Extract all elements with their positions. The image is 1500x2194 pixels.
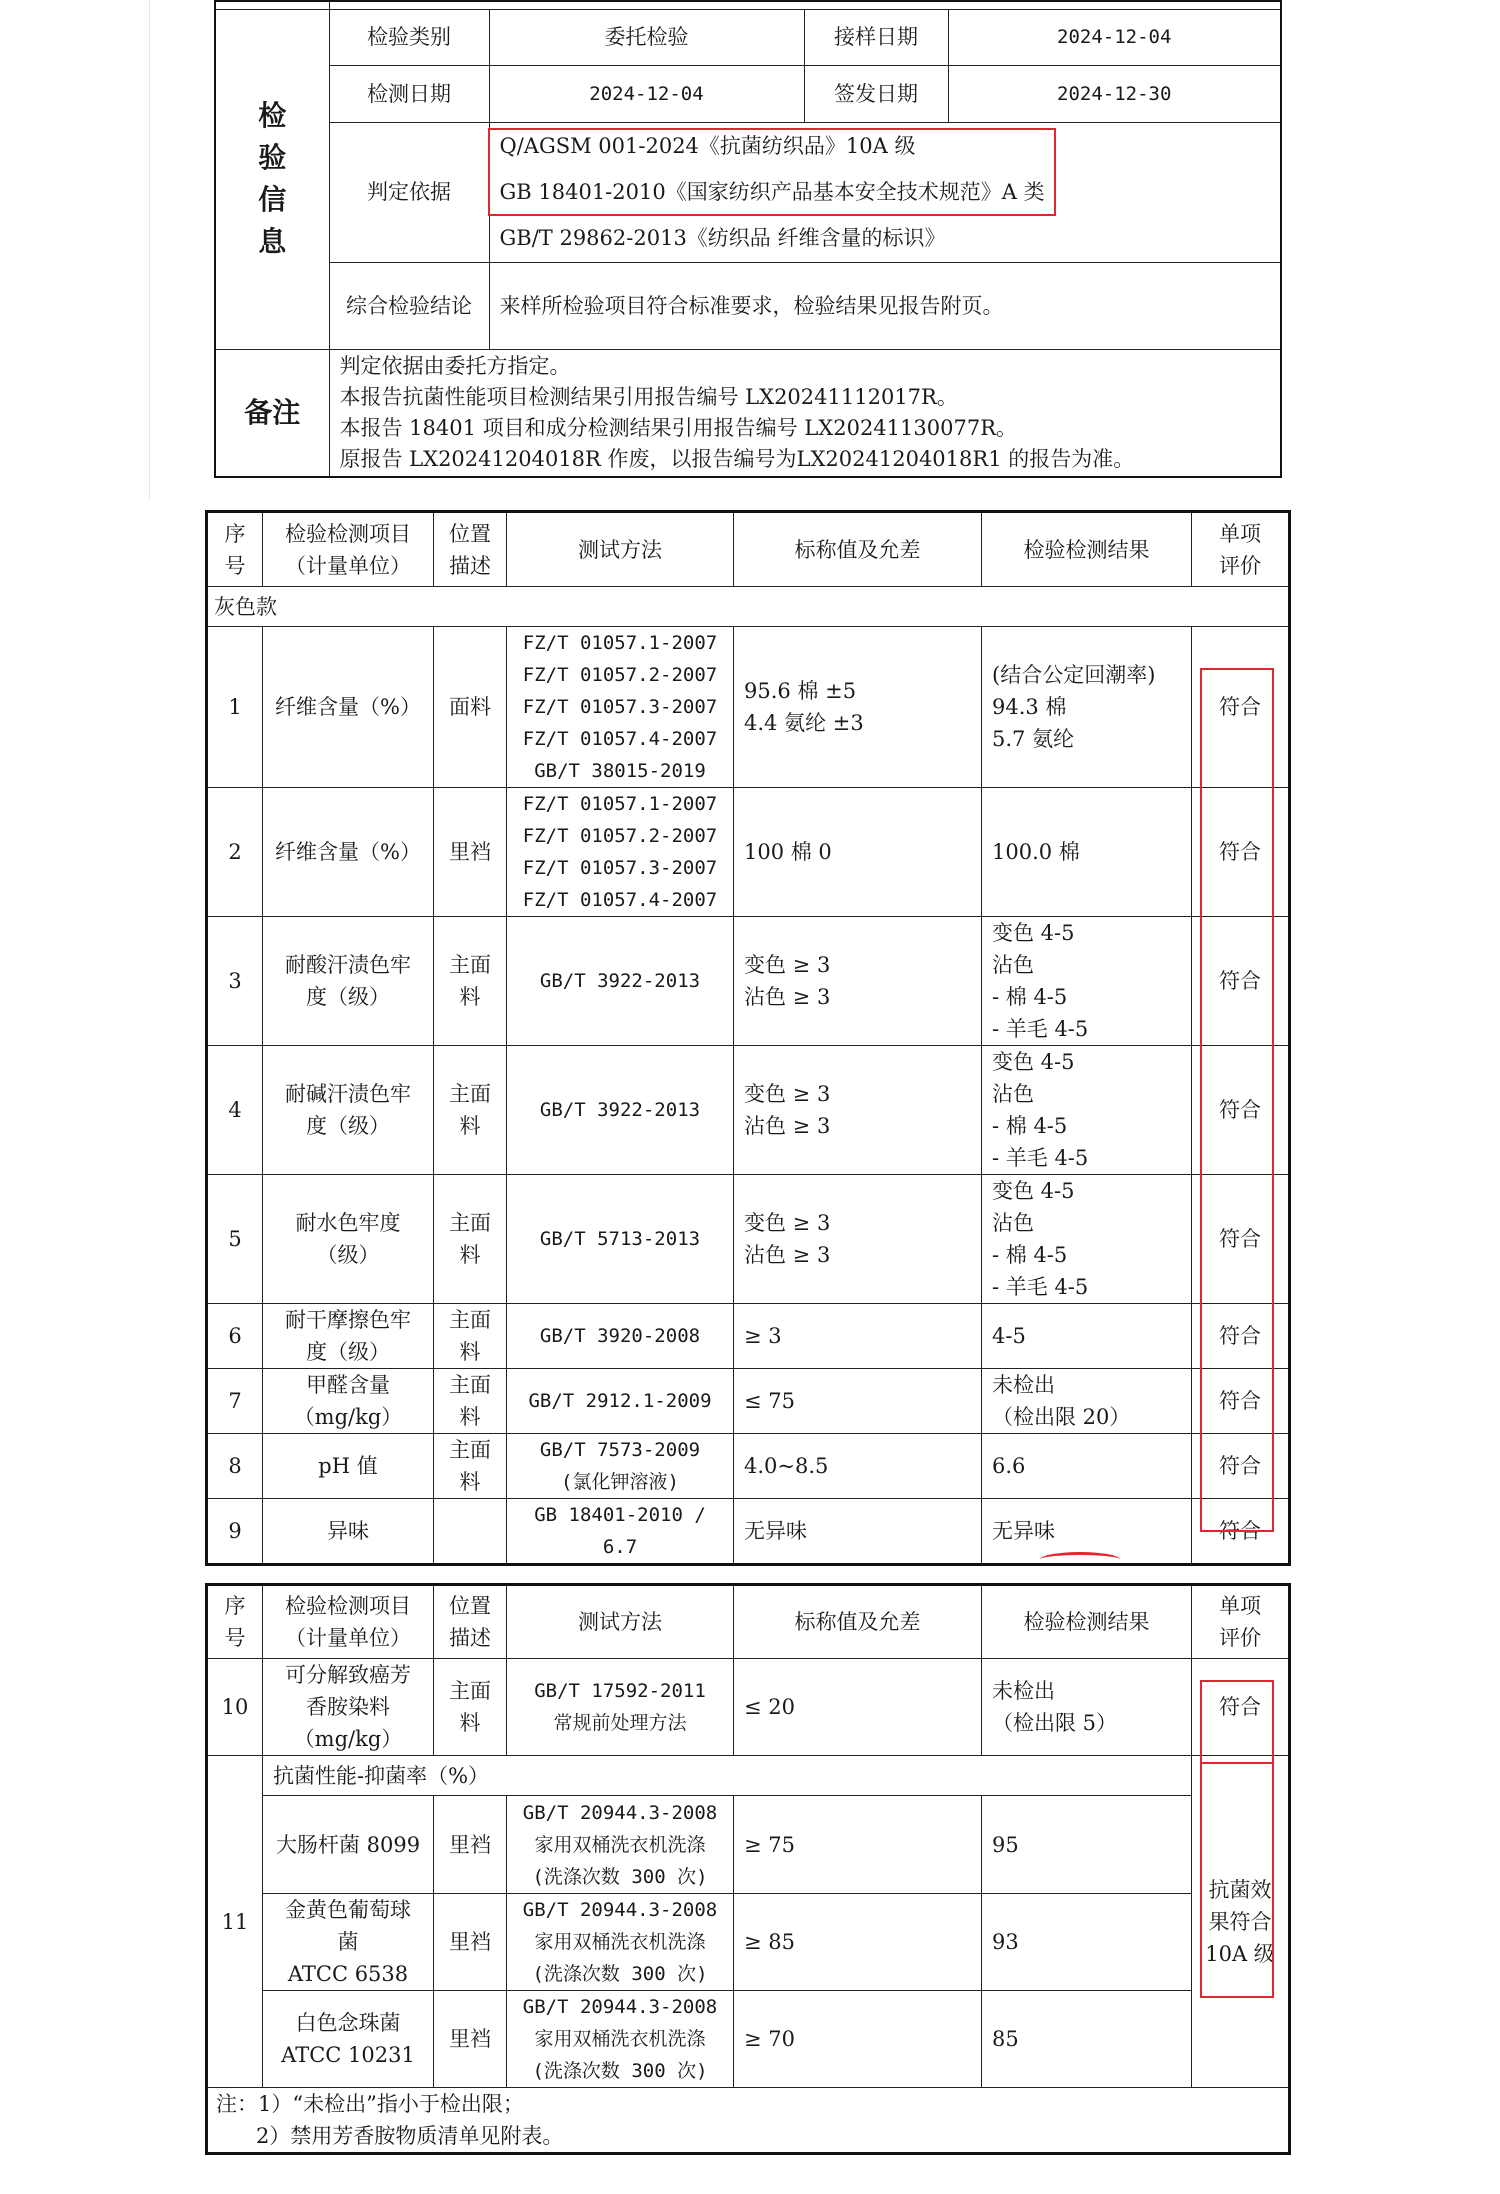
row-result: 93 [982, 1894, 1192, 1991]
row-seq: 5 [207, 1175, 263, 1304]
row-nominal: 100 棉 0 [734, 788, 982, 917]
row-result: 未检出 （检出限 5） [982, 1659, 1192, 1756]
group-row [207, 587, 1290, 627]
info-row-2 [215, 65, 1281, 122]
row-rating: 符合 [1192, 627, 1290, 788]
row-item: 金黄色葡萄球 菌 ATCC 6538 [263, 1894, 434, 1991]
row-rating: 符合 [1192, 788, 1290, 917]
row-item: 异味 [263, 1499, 434, 1565]
row-method: GB/T 3920-2008 [507, 1304, 734, 1369]
row-method: GB/T 2912.1-2009 [507, 1369, 734, 1434]
row-seq: 6 [207, 1304, 263, 1369]
row-item: 可分解致癌芳 香胺染料 （mg/kg） [263, 1659, 434, 1756]
row-method: GB/T 20944.3-2008 家用双桶洗衣机洗涤 (洗涤次数 300 次) [507, 1894, 734, 1991]
antibacterial-subrow [207, 1991, 1290, 2088]
row-result: 95 [982, 1796, 1192, 1894]
row-method: GB 18401-2010 / 6.7 [507, 1499, 734, 1565]
red-mark [1040, 1552, 1120, 1567]
row-position: 主面 料 [434, 917, 507, 1046]
row-result: 100.0 棉 [982, 788, 1192, 917]
antibacterial-rating: 抗菌效 果符合 10A 级 [1192, 1756, 1290, 2088]
header-result: 检验检测结果 [982, 1585, 1192, 1659]
row-seq: 9 [207, 1499, 263, 1565]
antibacterial-group-label: 抗菌性能-抑菌率（%） [263, 1756, 1192, 1796]
label-conclusion: 综合检验结论 [329, 262, 489, 349]
header-item: 检验检测项目 （计量单位） [263, 1585, 434, 1659]
row-item: 甲醛含量 （mg/kg） [263, 1369, 434, 1434]
header-method: 测试方法 [507, 512, 734, 587]
row-nominal: ≥ 85 [734, 1894, 982, 1991]
row-nominal: 无异味 [734, 1499, 982, 1565]
label-receipt-date: 接样日期 [804, 9, 948, 65]
row-method: GB/T 20944.3-2008 家用双桶洗衣机洗涤 (洗涤次数 300 次) [507, 1796, 734, 1894]
antibacterial-group-row [207, 1756, 1290, 1796]
header-position: 位置 描述 [434, 512, 507, 587]
row-method: GB/T 7573-2009 (氯化钾溶液) [507, 1434, 734, 1499]
row-position: 主面 料 [434, 1434, 507, 1499]
page-edge-line [149, 0, 150, 500]
row-result: 未检出 （检出限 20） [982, 1369, 1192, 1434]
conclusion-text: 来样所检验项目符合标准要求，检验结果见报告附页。 [489, 262, 1281, 349]
inspection-info-table [214, 0, 1282, 478]
row-item: 耐碱汗渍色牢 度（级） [263, 1046, 434, 1175]
row-item: 纤维含量（%） [263, 788, 434, 917]
row-seq: 11 [207, 1756, 263, 2088]
antibacterial-subrow [207, 1796, 1290, 1894]
row-nominal: 变色 ≥ 3 沾色 ≥ 3 [734, 1046, 982, 1175]
row-rating: 符合 [1192, 1659, 1290, 1756]
notes-row [207, 2088, 1290, 2154]
row-rating: 符合 [1192, 1046, 1290, 1175]
row-position: 面料 [434, 627, 507, 788]
row-nominal: ≥ 75 [734, 1796, 982, 1894]
header-result: 检验检测结果 [982, 512, 1192, 587]
row-nominal: ≤ 20 [734, 1659, 982, 1756]
basis-line: GB/T 29862-2013《纺织品 纤维含量的标识》 [499, 226, 946, 250]
table-header-row [207, 512, 1290, 587]
section-inspection-info: 检 验 信 息 [215, 9, 329, 349]
table-row [207, 1499, 1290, 1565]
info-row-1 [215, 9, 1281, 65]
row-seq: 2 [207, 788, 263, 917]
row-item: 白色念珠菌 ATCC 10231 [263, 1991, 434, 2088]
row-result: 变色 4-5 沾色 - 棉 4-5 - 羊毛 4-5 [982, 917, 1192, 1046]
row-seq: 10 [207, 1659, 263, 1756]
row-position: 里裆 [434, 1991, 507, 2088]
row-nominal: 变色 ≥ 3 沾色 ≥ 3 [734, 917, 982, 1046]
header-rating: 单项 评价 [1192, 1585, 1290, 1659]
row-method: GB/T 17592-2011 常规前处理方法 [507, 1659, 734, 1756]
row-method: GB/T 3922-2013 [507, 1046, 734, 1175]
section-remarks: 备注 [215, 349, 329, 477]
remark-line: 原报告 LX20241204018R 作废，以报告编号为LX20241204018R1 的报告为准。 [339, 446, 1135, 471]
row-position: 主面 料 [434, 1046, 507, 1175]
label-judgment-basis: 判定依据 [329, 122, 489, 262]
header-item: 检验检测项目 （计量单位） [263, 512, 434, 587]
header-method: 测试方法 [507, 1585, 734, 1659]
table-row [207, 1369, 1290, 1434]
value-issue-date: 2024-12-30 [948, 65, 1281, 122]
remarks-row [215, 349, 1281, 477]
row-item: 耐酸汗渍色牢 度（级） [263, 917, 434, 1046]
value-receipt-date: 2024-12-04 [948, 9, 1281, 65]
row-seq: 4 [207, 1046, 263, 1175]
label-test-date: 检测日期 [329, 65, 489, 122]
row-position: 里裆 [434, 1894, 507, 1991]
header-position: 位置 描述 [434, 1585, 507, 1659]
row-rating: 符合 [1192, 1434, 1290, 1499]
group-label: 灰色款 [207, 587, 1290, 627]
table-row-10 [207, 1659, 1290, 1756]
row-nominal: ≥ 3 [734, 1304, 982, 1369]
header-rating: 单项 评价 [1192, 512, 1290, 587]
table-row [207, 1046, 1290, 1175]
row-position: 主面 料 [434, 1175, 507, 1304]
row-result: 4-5 [982, 1304, 1192, 1369]
row-item: 大肠杆菌 8099 [263, 1796, 434, 1894]
row-position: 里裆 [434, 788, 507, 917]
row-method: GB/T 5713-2013 [507, 1175, 734, 1304]
row-method: FZ/T 01057.1-2007 FZ/T 01057.2-2007 FZ/T 01057.3-2007 FZ/T 01057.4-2007 [507, 788, 734, 917]
row-seq: 7 [207, 1369, 263, 1434]
header-nominal: 标称值及允差 [734, 1585, 982, 1659]
table-header-row [207, 1585, 1290, 1659]
header-seq: 序 号 [207, 512, 263, 587]
antibacterial-subrow [207, 1894, 1290, 1991]
table-row [207, 1434, 1290, 1499]
row-nominal: ≤ 75 [734, 1369, 982, 1434]
info-row-conclusion [215, 262, 1281, 349]
header-nominal: 标称值及允差 [734, 512, 982, 587]
row-result: 85 [982, 1991, 1192, 2088]
row-seq: 8 [207, 1434, 263, 1499]
row-nominal: ≥ 70 [734, 1991, 982, 2088]
row-position [434, 1499, 507, 1565]
value-inspection-type: 委托检验 [489, 9, 804, 65]
row-position: 里裆 [434, 1796, 507, 1894]
row-item: pH 值 [263, 1434, 434, 1499]
row-rating: 符合 [1192, 1499, 1290, 1565]
remark-line: 本报告抗菌性能项目检测结果引用报告编号 LX20241112017R。 [339, 384, 958, 409]
row-nominal: 95.6 棉 ±5 4.4 氨纶 ±3 [734, 627, 982, 788]
row-rating: 符合 [1192, 917, 1290, 1046]
note-line: 注：1）“未检出”指小于检出限； [216, 2092, 524, 2116]
row-method: GB/T 3922-2013 [507, 917, 734, 1046]
row-method: GB/T 20944.3-2008 家用双桶洗衣机洗涤 (洗涤次数 300 次) [507, 1991, 734, 2088]
row-item: 纤维含量（%） [263, 627, 434, 788]
table-row [207, 1304, 1290, 1369]
row-position: 主面 料 [434, 1659, 507, 1756]
row-position: 主面 料 [434, 1369, 507, 1434]
note-line: 2）禁用芳香胺物质清单见附表。 [256, 2124, 564, 2148]
row-item: 耐水色牢度 （级） [263, 1175, 434, 1304]
basis-line: GB 18401-2010《国家纺织产品基本安全技术规范》A 类 [499, 180, 1045, 204]
row-seq: 3 [207, 917, 263, 1046]
row-method: FZ/T 01057.1-2007 FZ/T 01057.2-2007 FZ/T 01057.3-2007 FZ/T 01057.4-2007 GB/T 38015-2019 [507, 627, 734, 788]
row-position: 主面 料 [434, 1304, 507, 1369]
row-item: 耐干摩擦色牢 度（级） [263, 1304, 434, 1369]
row-rating: 符合 [1192, 1304, 1290, 1369]
remark-line: 本报告 18401 项目和成分检测结果引用报告编号 LX20241130077R。 [339, 415, 1018, 440]
table-row [207, 627, 1290, 788]
info-row-basis [215, 122, 1281, 262]
remarks-list [329, 349, 1281, 477]
row-nominal: 变色 ≥ 3 沾色 ≥ 3 [734, 1175, 982, 1304]
judgment-basis-list [489, 122, 1281, 262]
label-issue-date: 签发日期 [804, 65, 948, 122]
row-rating: 符合 [1192, 1369, 1290, 1434]
basis-line: Q/AGSM 001-2024《抗菌纺织品》10A 级 [499, 134, 916, 158]
remark-line: 判定依据由委托方指定。 [339, 353, 571, 378]
table-row [207, 1175, 1290, 1304]
row-seq: 1 [207, 627, 263, 788]
row-result: (结合公定回潮率) 94.3 棉 5.7 氨纶 [982, 627, 1192, 788]
results-table-1 [205, 510, 1291, 1566]
value-test-date: 2024-12-04 [489, 65, 804, 122]
notes [207, 2088, 1290, 2154]
results-table-2 [205, 1583, 1291, 2155]
label-inspection-type: 检验类别 [329, 9, 489, 65]
table-row [207, 917, 1290, 1046]
row-result: 6.6 [982, 1434, 1192, 1499]
row-nominal: 4.0~8.5 [734, 1434, 982, 1499]
row-result: 变色 4-5 沾色 - 棉 4-5 - 羊毛 4-5 [982, 1046, 1192, 1175]
row-rating: 符合 [1192, 1175, 1290, 1304]
row-result: 无异味 [982, 1499, 1192, 1565]
table-row [207, 788, 1290, 917]
header-seq: 序 号 [207, 1585, 263, 1659]
row-result: 变色 4-5 沾色 - 棉 4-5 - 羊毛 4-5 [982, 1175, 1192, 1304]
